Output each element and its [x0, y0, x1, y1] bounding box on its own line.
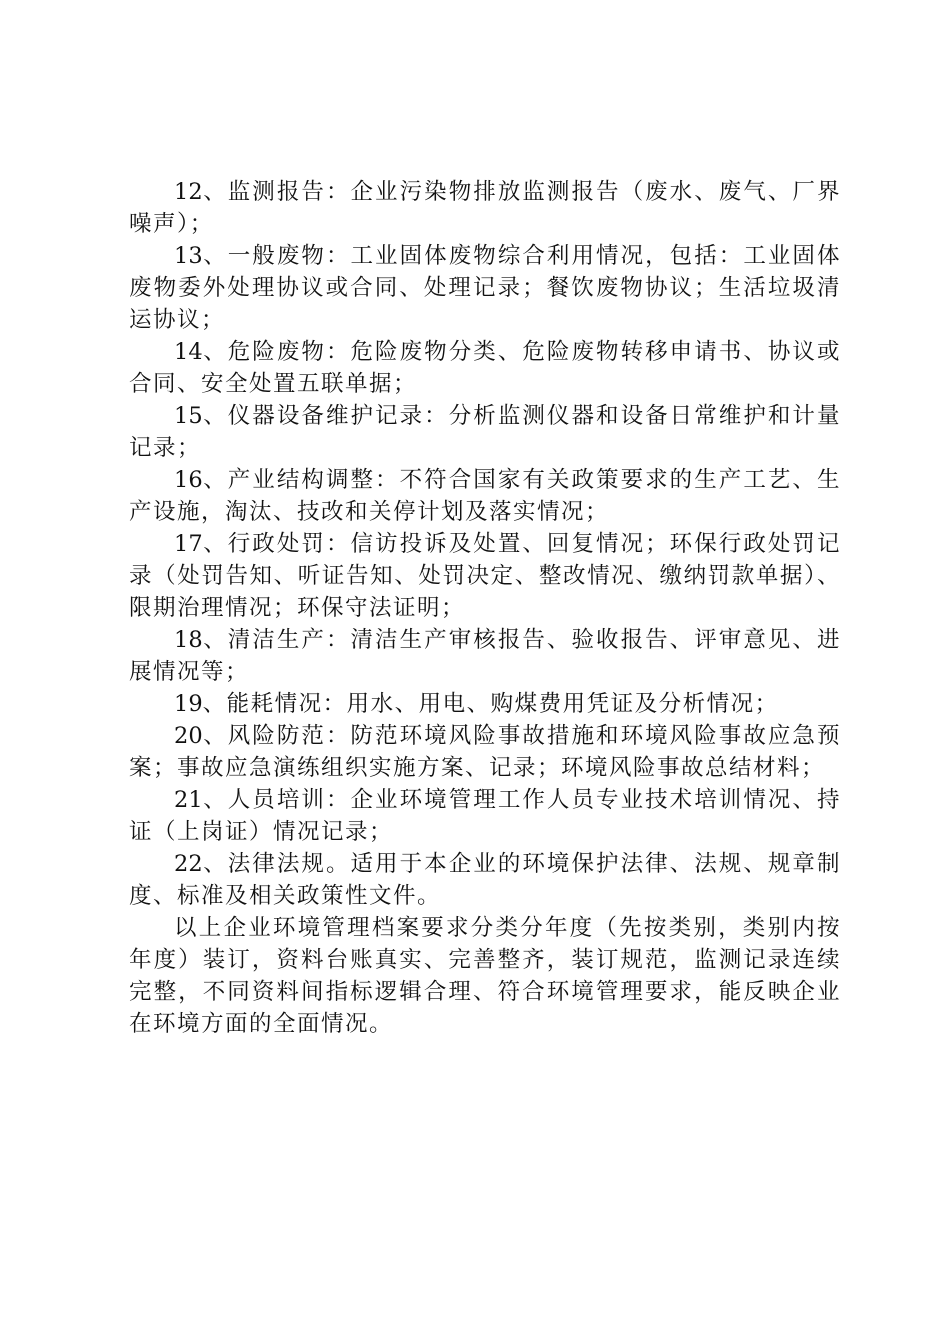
item-number: 19 — [174, 691, 203, 717]
paragraph-text: 、仪器设备维护记录：分析监测仪器和设备日常维护和计量记录； — [129, 403, 841, 461]
paragraph-18 — [129, 624, 841, 688]
item-number: 22 — [174, 851, 203, 877]
item-number: 15 — [174, 403, 203, 429]
item-number: 12 — [174, 179, 203, 205]
paragraph-text: 、危险废物：危险废物分类、危险废物转移申请书、协议或合同、安全处置五联单据； — [129, 339, 841, 397]
paragraph-12 — [129, 176, 841, 240]
document-body — [129, 176, 841, 1040]
paragraph-text: 、法律法规。适用于本企业的环境保护法律、法规、规章制度、标准及相关政策性文件。 — [129, 851, 841, 909]
paragraph-text: 、清洁生产：清洁生产审核报告、验收报告、评审意见、进展情况等； — [129, 627, 841, 685]
paragraph-text: 、监测报告：企业污染物排放监测报告（废水、废气、厂界噪声）； — [129, 179, 841, 237]
item-number: 14 — [174, 339, 203, 365]
paragraph-21 — [129, 784, 841, 848]
paragraph-17 — [129, 528, 841, 624]
paragraph-19 — [129, 688, 841, 720]
paragraph-text: 、能耗情况：用水、用电、购煤费用凭证及分析情况； — [202, 691, 779, 717]
paragraph-22 — [129, 848, 841, 912]
paragraph-text: 、一般废物：工业固体废物综合利用情况，包括：工业固体废物委外处理协议或合同、处理记录；餐饮废物协议；生活垃圾清运协议； — [129, 243, 841, 333]
paragraph-text: 、产业结构调整：不符合国家有关政策要求的生产工艺、生产设施，淘汰、技改和关停计划及落实情况； — [129, 467, 841, 525]
item-number: 16 — [174, 467, 203, 493]
item-number: 17 — [174, 531, 203, 557]
paragraph-16 — [129, 464, 841, 528]
paragraph-20 — [129, 720, 841, 784]
item-number: 21 — [174, 787, 203, 813]
item-number: 20 — [174, 723, 203, 749]
paragraph-text: 、风险防范：防范环境风险事故措施和环境风险事故应急预案；事故应急演练组织实施方案、记录；环境风险事故总结材料； — [129, 723, 841, 781]
paragraph-text: 、人员培训：企业环境管理工作人员专业技术培训情况、持证（上岗证）情况记录； — [129, 787, 841, 845]
item-number: 18 — [174, 627, 203, 653]
paragraph-summary — [129, 912, 841, 1040]
paragraph-text: 以上企业环境管理档案要求分类分年度（先按类别，类别内按年度）装订，资料台账真实、完善整齐，装订规范，监测记录连续完整，不同资料间指标逻辑合理、符合环境管理要求，能反映企业在环境方面的全面情况。 — [129, 915, 841, 1037]
item-number: 13 — [174, 243, 203, 269]
paragraph-15 — [129, 400, 841, 464]
paragraph-14 — [129, 336, 841, 400]
paragraph-text: 、行政处罚：信访投诉及处置、回复情况；环保行政处罚记录（处罚告知、听证告知、处罚决定、整改情况、缴纳罚款单据）、限期治理情况；环保守法证明； — [129, 531, 841, 621]
paragraph-13 — [129, 240, 841, 336]
